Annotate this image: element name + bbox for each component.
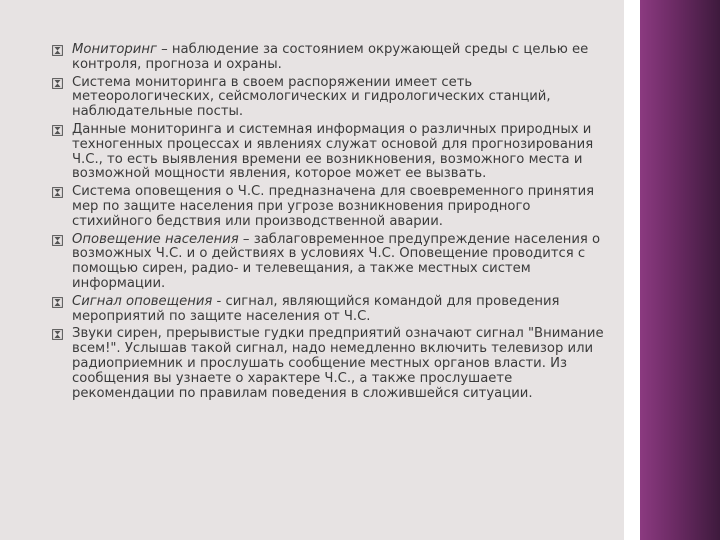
hourglass-icon <box>52 187 63 198</box>
bullet-item <box>52 295 612 325</box>
bullet-text: - сигнал, являющийся командой для проведения мероприятий по защите населения от Ч.С. <box>72 293 560 324</box>
bullet-text: Звуки сирен, прерывистые гудки предприятий означают сигнал "Внимание всем!". Услышав такой сигнал, надо немедленно включить телевизор или радиоприемник и прослушать сообщение местных органов власти. Из сообщения вы узнаете о характере Ч.С., а также прослушаете рекомендации по правилам поведения в сложившейся ситуации. <box>72 326 604 401</box>
bullet-text: – заблаговременное предупреждение населения о возможных Ч.С. и о действиях в условиях Ч.С. Оповещение проводится с помощью сирен, радио- и телевещания, а также местных систем информации. <box>72 231 601 291</box>
hourglass-icon <box>52 125 63 136</box>
hourglass-icon <box>52 235 63 246</box>
bullet-text: Система оповещения о Ч.С. предназначена для своевременного принятия мер по защите населения при угрозе возникновения природного стихийного бедствия или производственной аварии. <box>72 184 595 229</box>
bullet-term: Мониторинг <box>72 42 157 57</box>
content-edge <box>624 0 640 540</box>
decorative-sidebar <box>640 0 720 540</box>
hourglass-icon <box>52 78 63 89</box>
hourglass-icon <box>52 45 63 56</box>
bullet-term: Оповещение населения <box>72 231 239 247</box>
bullet-term: Сигнал оповещения <box>72 293 213 309</box>
hourglass-icon <box>52 329 63 340</box>
bullet-text: – наблюдение за состоянием окружающей среды с целью ее контроля, прогноза и охраны. <box>72 42 589 72</box>
bullet-item <box>52 43 612 73</box>
hourglass-icon <box>52 297 63 308</box>
bullet-text: Система мониторинга в своем распоряжении имеет сеть метеорологических, сейсмологических и гидрологических станций, наблюдательные посты. <box>72 74 551 120</box>
bullet-list <box>52 43 612 404</box>
bullet-item <box>52 76 612 120</box>
bullet-item <box>52 123 612 182</box>
bullet-text: Данные мониторинга и системная информация о различных природных и техногенных процессах и явлениях служат основой для прогнозирования Ч.С., то есть выявления времени ее возникновения, возможного места и возможной мощности явления, которое может ее вызвать. <box>72 121 594 182</box>
bullet-item <box>52 327 612 401</box>
bullet-item <box>52 185 612 229</box>
bullet-item <box>52 233 612 292</box>
